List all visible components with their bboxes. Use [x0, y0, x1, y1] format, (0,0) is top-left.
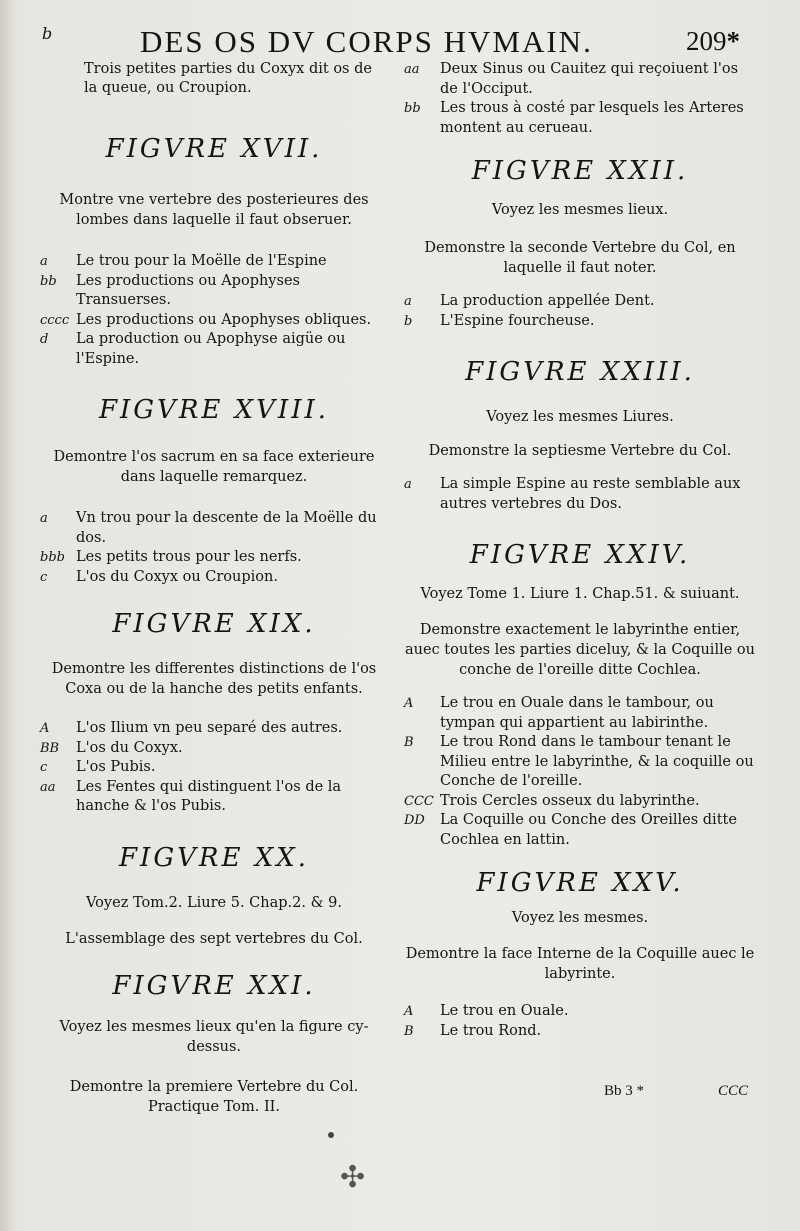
- figure-20-desc: L'assemblage des sept vertebres du Col.: [65, 930, 363, 947]
- entry-label: a: [404, 294, 412, 309]
- entry-label: A: [404, 696, 414, 711]
- entry-text: Les productions ou Apophyses Transuerses.: [76, 272, 300, 308]
- entry-text: Les Fentes qui distinguent l'os de la hanche & l'os Pubis.: [76, 778, 342, 814]
- list-item: [404, 312, 756, 332]
- entry-label: b: [404, 313, 413, 329]
- figure-24-title: FIGVRE XXIV.: [469, 540, 691, 570]
- list-item: [40, 739, 388, 759]
- entry-label: aa: [404, 62, 420, 77]
- figure-22-ref: Voyez les mesmes lieux.: [491, 202, 669, 218]
- entry-label: d: [40, 332, 49, 347]
- entry-label: cccc: [40, 312, 70, 328]
- list-item: [40, 719, 388, 739]
- entry-label: a: [404, 477, 412, 492]
- entry-label: a: [40, 254, 48, 269]
- entry-text: Les productions ou Apophyses obliques.: [76, 311, 372, 328]
- figure-17-desc: Montre vne vertebre des posterieures des lombes dans laquelle il faut obseruer.: [59, 192, 369, 228]
- entry-label: a: [40, 511, 48, 526]
- figure-25-title: FIGVRE XXV.: [476, 868, 684, 898]
- entry-text: Le trou pour la Moëlle de l'Espine: [76, 253, 327, 269]
- entry-label: B: [404, 735, 414, 750]
- list-item: [404, 733, 756, 792]
- entry-text: L'os Pubis.: [76, 759, 156, 775]
- entry-label: aa: [40, 779, 56, 795]
- figure-23-entries: [404, 475, 756, 514]
- entry-text: Le trou Rond.: [440, 1022, 542, 1039]
- figure-19-entries: [40, 719, 388, 817]
- entry-label: B: [404, 1023, 414, 1039]
- entry-label: A: [404, 1004, 414, 1019]
- list-item: [404, 1002, 756, 1022]
- running-header: [0, 22, 800, 62]
- list-item: [404, 292, 756, 312]
- list-item: [404, 60, 756, 99]
- entry-text: Deux Sinus ou Cauitez qui reçoiuent l'os de l'Occiput.: [440, 61, 739, 97]
- list-item: [40, 509, 388, 548]
- left-column: [40, 60, 388, 1117]
- catchword: CCC: [718, 1083, 749, 1099]
- continued-entries: [404, 60, 756, 138]
- list-item: [404, 792, 756, 812]
- ornament-icon: ✣: [340, 1160, 366, 1195]
- entry-label: A: [40, 721, 50, 736]
- list-item: [40, 568, 388, 588]
- figure-22-desc: Demonstre la seconde Vertebre du Col, en laquelle il faut noter.: [424, 240, 736, 276]
- entry-text: La production ou Apophyse aigüe ou l'Espine.: [76, 331, 346, 367]
- list-item: [404, 811, 756, 850]
- list-item: [40, 778, 388, 817]
- entry-text: L'os du Coxyx ou Croupion.: [76, 568, 278, 585]
- figure-20-ref: Voyez Tom.2. Liure 5. Chap.2. & 9.: [86, 894, 342, 911]
- figure-22-entries: [404, 292, 756, 331]
- figure-18-title: FIGVRE XVIII.: [98, 395, 330, 425]
- list-item: [40, 548, 388, 568]
- entry-label: CCC: [404, 793, 434, 809]
- figure-17-title: FIGVRE XVII.: [105, 134, 323, 164]
- entry-text: Le trou en Ouale.: [440, 1003, 569, 1019]
- figure-25-entries: [404, 1002, 756, 1041]
- figure-24-ref: Voyez Tome 1. Liure 1. Chap.51. & suiuant.: [420, 586, 740, 602]
- page-number: [686, 26, 740, 57]
- list-item: [40, 758, 388, 778]
- page-star: *: [726, 26, 740, 56]
- figure-24-desc: Demonstre exactement le labyrinthe entier, auec toutes les parties diceluy, & la Coquille ou conche de l'oreille ditte Cochlea.: [405, 622, 755, 678]
- entry-text: La simple Espine au reste semblable aux autres vertebres du Dos.: [440, 476, 741, 512]
- entry-label: c: [40, 569, 48, 585]
- entry-text: Les trous à costé par lesquels les Arteres montent au cerueau.: [440, 100, 744, 136]
- list-item: [40, 330, 388, 369]
- entry-text: La production appellée Dent.: [440, 293, 655, 309]
- figure-18-desc: Demontre l'os sacrum en sa face exterieure dans laquelle remarquez.: [53, 449, 375, 485]
- figure-23-desc: Demonstre la septiesme Vertebre du Col.: [428, 443, 732, 459]
- page-number-value: 209: [686, 26, 727, 56]
- figure-19-title: FIGVRE XIX.: [112, 609, 316, 639]
- page-title: DES OS DV CORPS HVMAIN.: [140, 24, 593, 59]
- entry-text: Le trou en Ouale dans le tambour, ou tympan qui appartient au labirinthe.: [440, 695, 714, 731]
- figure-21-title: FIGVRE XXI.: [112, 970, 316, 1001]
- list-item: [404, 1022, 756, 1042]
- page-footer: [0, 1083, 800, 1107]
- figure-17-entries: [40, 252, 388, 369]
- figure-20-title: FIGVRE XX.: [119, 842, 309, 873]
- entry-label: DD: [404, 813, 425, 828]
- entry-text: Vn trou pour la descente de la Moëlle du dos.: [76, 510, 377, 546]
- entry-text: Le trou Rond dans le tambour tenant le Milieu entre le labyrinthe, & la coquille ou Conche de l'oreille.: [440, 734, 754, 789]
- figure-25-ref: Voyez les mesmes.: [511, 910, 649, 926]
- figure-21-desc: Demontre la premiere Vertebre du Col.: [69, 1078, 359, 1095]
- ink-dot-icon: [328, 1132, 334, 1138]
- entry-label: bb: [40, 273, 57, 289]
- figure-22-title: FIGVRE XXII.: [471, 156, 689, 186]
- list-item: [40, 252, 388, 272]
- list-item: [40, 311, 388, 331]
- right-column: [404, 60, 756, 1041]
- entry-label: BB: [40, 740, 60, 756]
- entry-label: c: [40, 760, 48, 775]
- figure-23-title: FIGVRE XXIII.: [465, 357, 695, 387]
- footer-signature: Bb 3 *: [604, 1083, 645, 1099]
- entry-text: L'os Ilium vn peu separé des autres.: [76, 720, 343, 736]
- header-signature: b: [42, 24, 53, 43]
- figure-19-desc: Demontre les differentes distinctions de l'os Coxa ou de la hanche des petits enfants.: [51, 661, 377, 697]
- entry-label: bb: [404, 101, 421, 116]
- intro-text: Trois petites parties du Coxyx dit os de la queue, ou Croupion.: [84, 61, 372, 96]
- list-item: [404, 694, 756, 733]
- figure-25-desc: Demontre la face Interne de la Coquille auec le labyrinte.: [405, 946, 755, 982]
- figure-18-entries: [40, 509, 388, 587]
- figure-24-entries: [404, 694, 756, 850]
- list-item: [40, 272, 388, 311]
- entry-text: Trois Cercles osseux du labyrinthe.: [440, 792, 700, 809]
- list-item: [404, 99, 756, 138]
- figure-23-ref: Voyez les mesmes Liures.: [486, 409, 674, 425]
- list-item: [404, 475, 756, 514]
- entry-text: L'os du Coxyx.: [76, 739, 183, 756]
- entry-label: bbb: [40, 550, 65, 565]
- figure-21-ref: Voyez les mesmes lieux qu'en la figure cy-dessus.: [59, 1018, 369, 1055]
- entry-text: L'Espine fourcheuse.: [440, 312, 595, 329]
- entry-text: La Coquille ou Conche des Oreilles ditte Cochlea en lattin.: [440, 812, 737, 848]
- entry-text: Les petits trous pour les nerfs.: [76, 549, 302, 565]
- figure-21-practique: Practique Tom. II.: [147, 1098, 281, 1115]
